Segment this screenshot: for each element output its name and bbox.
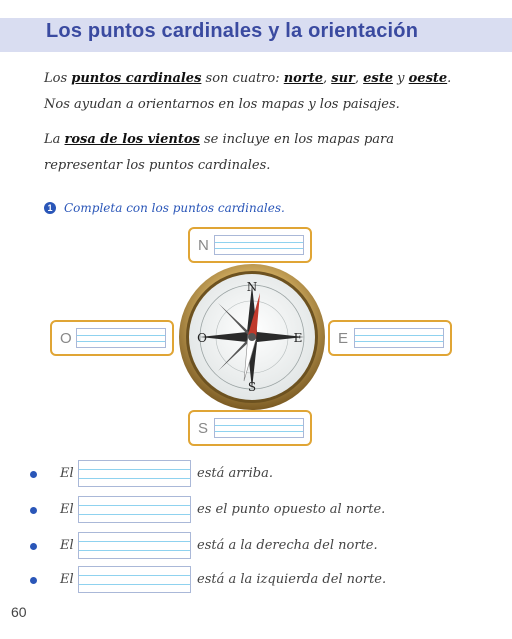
- sentence-prefix: El: [60, 538, 74, 553]
- west-box: [50, 320, 174, 356]
- sentence-suffix: está a la derecha del norte.: [197, 538, 378, 553]
- east-letter: E: [338, 330, 349, 347]
- keyword: sur: [331, 71, 355, 86]
- compass-label-o: O: [197, 331, 207, 345]
- compass-label-s: S: [247, 380, 257, 394]
- north-letter: N: [198, 237, 209, 254]
- south-answer-field[interactable]: [214, 418, 304, 438]
- page-number: 60: [11, 604, 27, 620]
- intro-text: ,: [354, 71, 364, 86]
- intro-text: se incluye en los mapas para: [199, 132, 394, 147]
- intro-text: son cuatro:: [201, 71, 284, 86]
- south-letter: S: [198, 420, 209, 437]
- intro-line-4: representar los puntos cardinales.: [44, 158, 271, 173]
- intro-text: y: [393, 71, 409, 86]
- intro-text: .: [447, 71, 452, 86]
- keyword: puntos cardinales: [71, 71, 202, 86]
- sentence-prefix: El: [60, 502, 74, 517]
- sentence-prefix: El: [60, 466, 74, 481]
- sentence-suffix: es el punto opuesto al norte.: [197, 502, 386, 517]
- intro-text: La: [44, 132, 65, 147]
- sentence-answer-field[interactable]: [78, 532, 191, 559]
- sentence-suffix: está arriba.: [197, 466, 274, 481]
- keyword: rosa de los vientos: [64, 132, 200, 147]
- east-answer-field[interactable]: [354, 328, 444, 348]
- intro-text: ,: [322, 71, 332, 86]
- compass-illustration: [178, 263, 326, 411]
- bullet-dot: [30, 471, 37, 478]
- south-box: [188, 410, 312, 446]
- intro-line-1: [44, 67, 451, 91]
- bullet-dot: [30, 577, 37, 584]
- sentence-answer-field[interactable]: [78, 496, 191, 523]
- keyword: este: [363, 71, 394, 86]
- intro-text: Los: [44, 71, 72, 86]
- keyword: oeste: [408, 71, 448, 86]
- keyword: norte: [283, 71, 323, 86]
- east-box: [328, 320, 452, 356]
- west-letter: O: [60, 330, 72, 347]
- north-answer-field[interactable]: [214, 235, 304, 255]
- exercise-number: 1: [44, 202, 56, 214]
- page-title: Los puntos cardinales y la orientación: [46, 20, 419, 42]
- exercise-header: [44, 199, 285, 217]
- west-answer-field[interactable]: [76, 328, 166, 348]
- intro-line-2: Nos ayudan a orientarnos en los mapas y los paisajes.: [44, 97, 400, 112]
- sentence-suffix: está a la izquierda del norte.: [197, 572, 387, 587]
- north-box: [188, 227, 312, 263]
- intro-line-3: [44, 128, 394, 152]
- bullet-dot: [30, 507, 37, 514]
- compass-label-n: N: [246, 280, 258, 294]
- exercise-instruction: Completa con los puntos cardinales.: [64, 201, 285, 215]
- sentence-answer-field[interactable]: [78, 460, 191, 487]
- sentence-answer-field[interactable]: [78, 566, 191, 593]
- sentence-prefix: El: [60, 572, 74, 587]
- compass-label-e: E: [293, 331, 303, 345]
- bullet-dot: [30, 543, 37, 550]
